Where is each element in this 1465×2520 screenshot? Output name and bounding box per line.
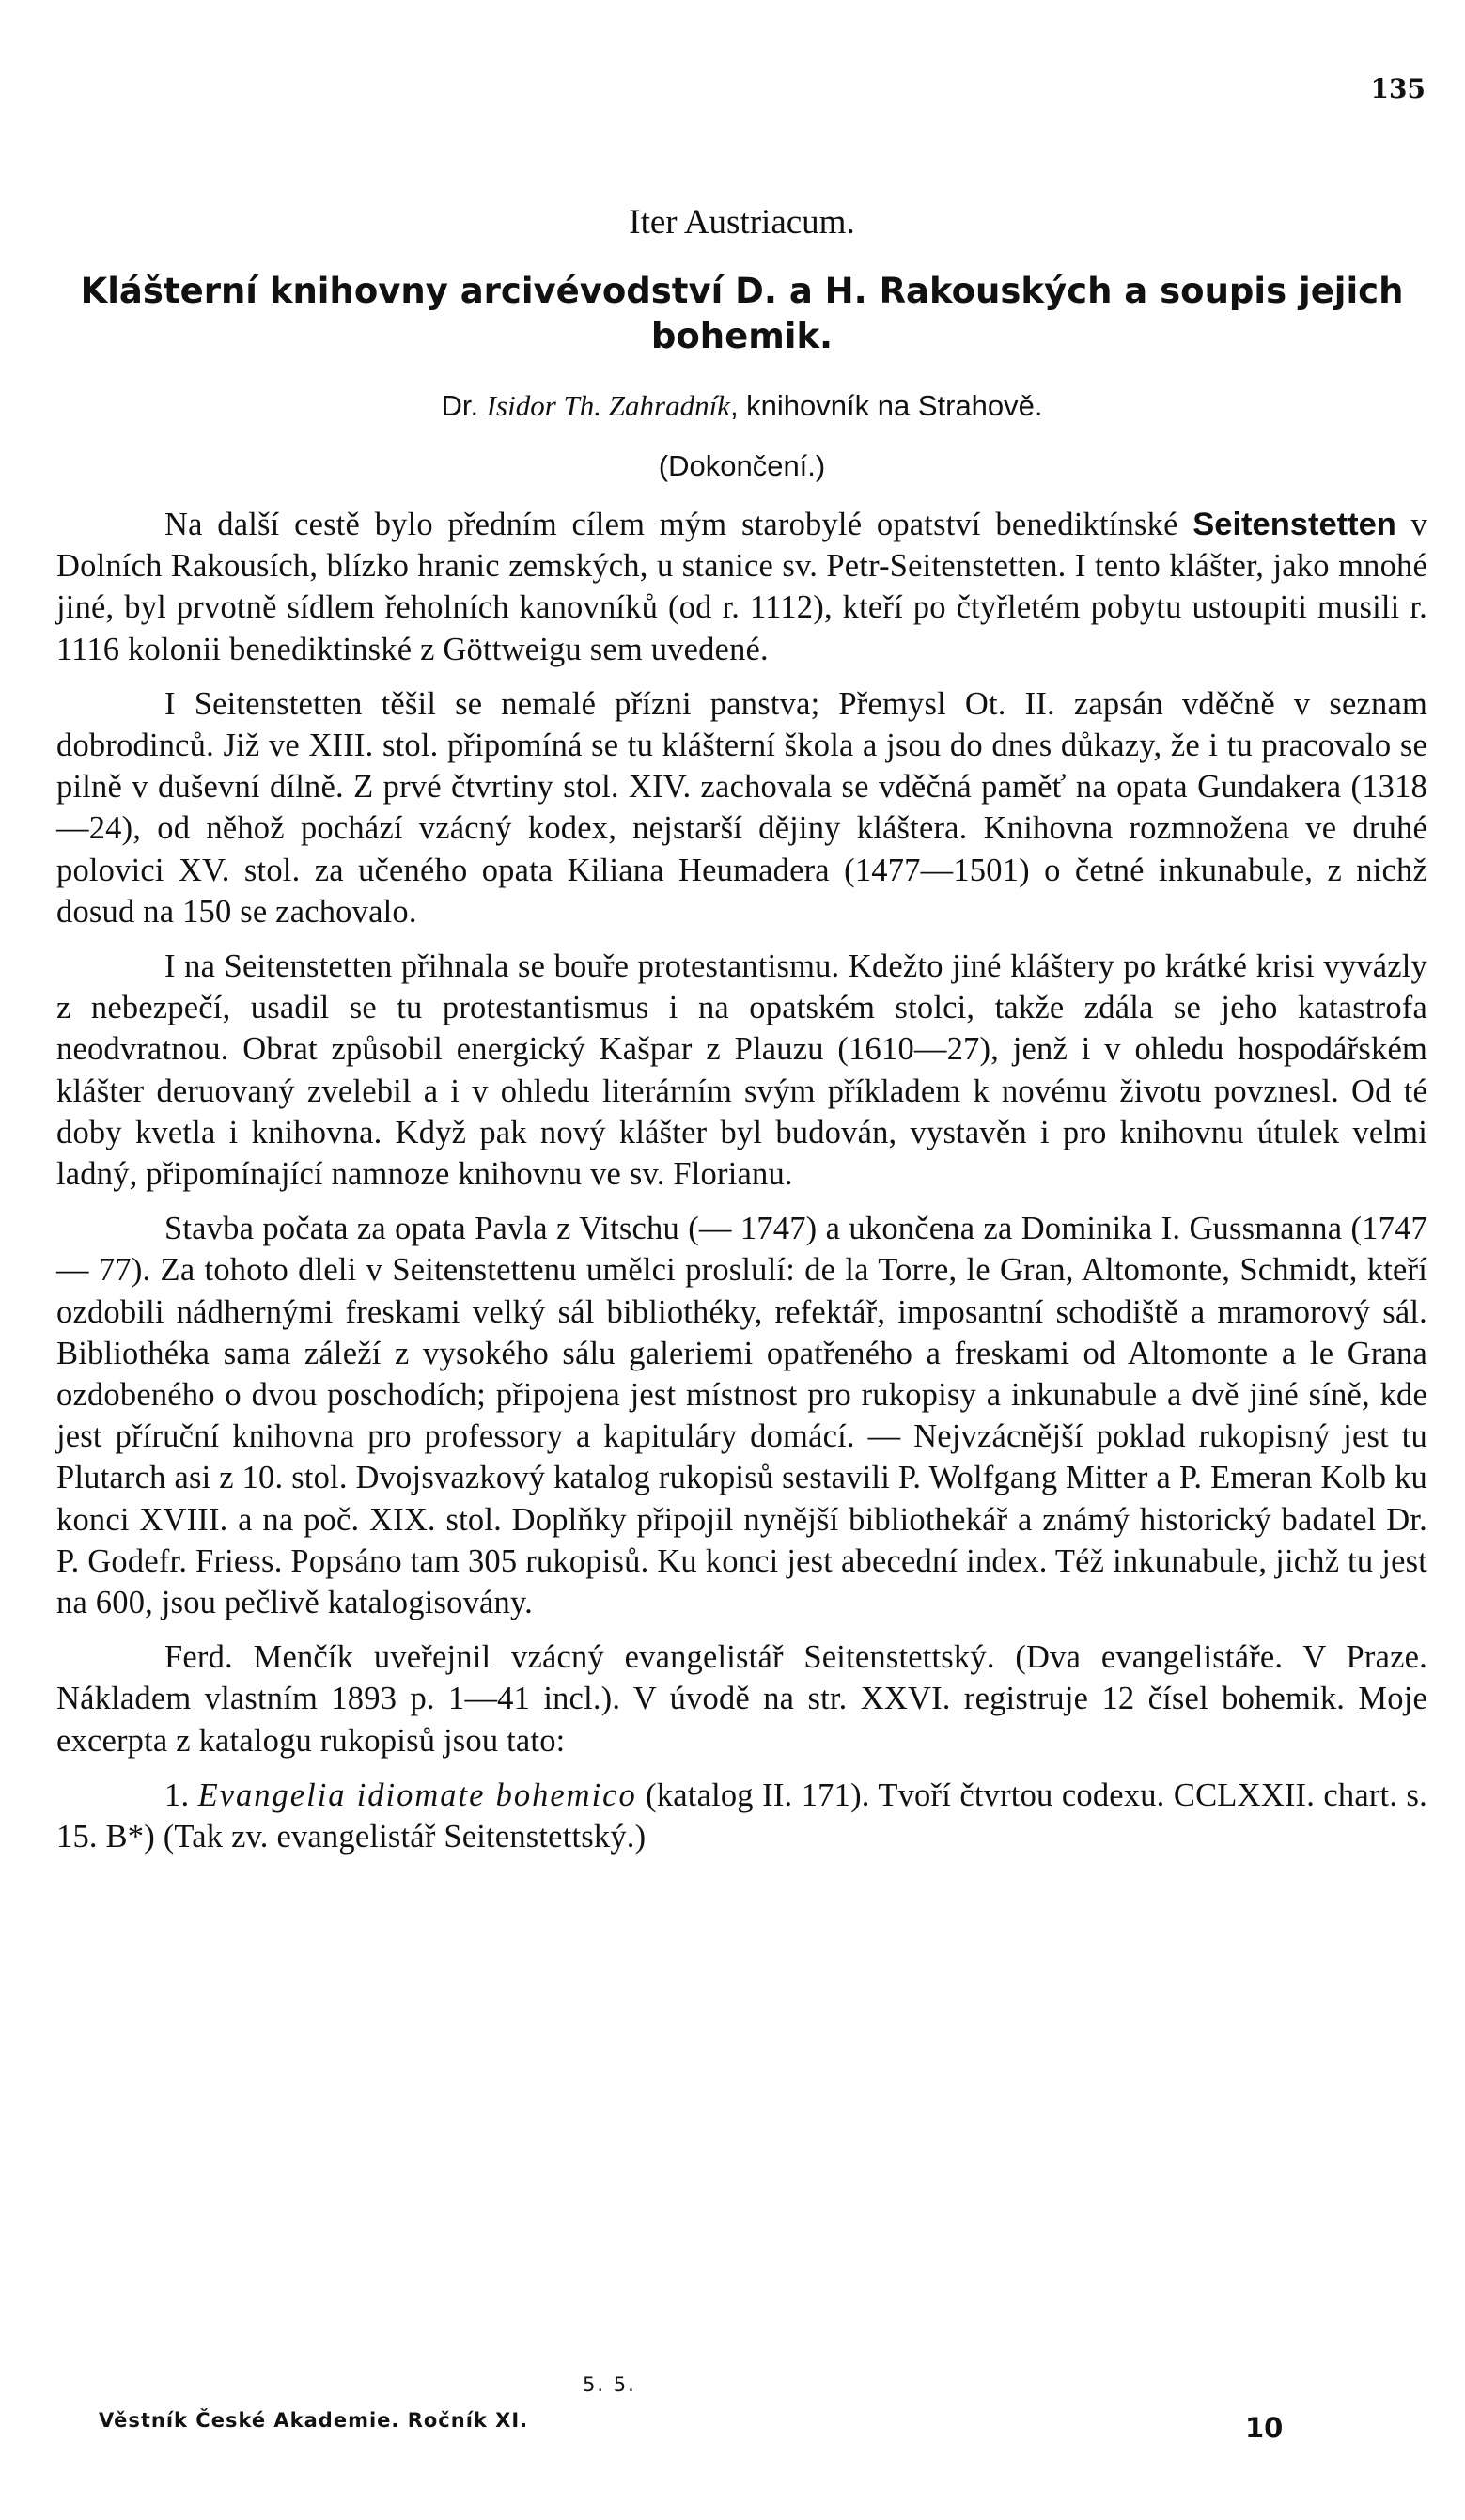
article-body bbox=[56, 202, 1427, 1857]
article-subtitle: Klášterní knihovny arcivévodství D. a H. Rakouských a soupis jejich bohemik. bbox=[80, 271, 1404, 356]
paragraph-3: I na Seitenstetten přihnala se bouře protestantismu. Kdežto jiné kláštery po krátké krisi vyvázly z nebezpečí, usadil se tu protestantismus i na opatském stolci, takže zdála se jeho katastrofa neodvratnou. Obrat způsobil energický Kašpar z Plauzu (1610—27), jenž i v ohledu hospodářském klášter deruovaný zvelebil a i v ohledu literárním svým příkladem k novému životu povznesl. Od té doby kvetla i knihovna. Když pak nový klášter byl budován, vystavěn i pro knihovnu útulek velmi ladný, připomínající namnoze knihovnu ve sv. Florianu. bbox=[56, 948, 1427, 1193]
signature-mark: 5. 5. bbox=[583, 2373, 636, 2396]
monastery-name: Seitenstetten bbox=[1192, 507, 1396, 542]
author-name: Isidor Th. Zahradník bbox=[486, 389, 730, 422]
continuation-note: (Dokončení.) bbox=[658, 449, 826, 482]
paragraph-1-lead: Na další cestě bylo předním cílem mým starobylé opatství benediktínské bbox=[164, 507, 1193, 542]
paragraph-4: Stavba počata za opata Pavla z Vitschu (— 1747) a ukončena za Dominika I. Gussmanna (1747 — 77). Za tohoto dleli v Seitenstettenu umělci proslulí: de la Torre, le Gran, Altomonte, Schmidt, kteří ozdobili nádhernými freskami velký sál bibliothéky, refektář, imposantní schodiště a mramorový sál. Bibliothéka sama záleží z vysokého sálu galeriemi opatřeného a freskami od Altomonte a le Grana ozdobeného o dvou poschodích; připojena jest místnost pro rukopisy a inkunabule a dvě jiné síně, kde jest příruční knihovna pro professory a kapituláry domácí. — Nejvzácnější poklad rukopisný jest tu Plutarch asi z 10. stol. Dvojsvazkový katalog rukopisů sestavili P. Wolfgang Mitter a P. Emeran Kolb ku konci XVIII. a na poč. XIX. stol. Doplňky připojil nynější bibliothekář a známý historický badatel Dr. P. Godefr. Friess. Popsáno tam 305 rukopisů. Ku konci jest abecední index. Též inkunabule, jichž tu jest na 600, jsou pečlivě katalogisovány. bbox=[56, 1211, 1427, 1621]
sheet-number: 10 bbox=[1245, 2412, 1284, 2444]
catalog-entry-description: (katalog II. 171). Tvoří čtvrtou codexu. CCLXXII. chart. s. 15. B*) (Tak zv. evangelistář Seitenstettský.) bbox=[56, 1777, 1427, 1855]
paragraph-1-rest: v Dolních Rakousích, blízko hranic zemských, u stanice sv. Petr-Seitenstetten. I tento klášter, jako mnohé jiné, byl prvotně sídlem řeholních kanovníků (od r. 1112), kteří po čtyřletém pobytu ustoupiti musili r. 1116 kolonii benediktinské z Göttweigu sem uvedené. bbox=[56, 507, 1427, 667]
journal-footer: Věstník České Akademie. Ročník XI. bbox=[99, 2409, 529, 2432]
paragraph-2: I Seitenstetten těšil se nemalé přízni panstva; Přemysl Ot. II. zapsán vděčně v seznam dobrodinců. Již ve XIII. stol. připomíná se tu klášterní škola a jsou do dnes důkazy, že i tu pracovalo se pilně v duševní dílně. Z prvé čtvrtiny stol. XIV. zachovala se vděčná paměť na opata Gundakera (1318—24), od něhož pochází vzácný kodex, nejstarší dějiny kláštera. Knihovna rozmnožena ve druhé polovici XV. stol. za učeného opata Kiliana Heumadera (1477—1501) o četné inkunabule, z nichž dosud na 150 se zachovalo. bbox=[56, 685, 1427, 930]
author-line bbox=[56, 389, 1427, 423]
page-number: 135 bbox=[1370, 73, 1426, 104]
article-title: Iter Austriacum. bbox=[629, 203, 855, 242]
author-role: , knihovník na Strahově. bbox=[729, 389, 1043, 422]
catalog-entry-number: 1. bbox=[164, 1777, 198, 1813]
catalog-entry-1 bbox=[56, 1775, 1427, 1857]
paragraph-1 bbox=[56, 504, 1427, 670]
paragraph-5: Ferd. Menčík uveřejnil vzácný evangelistář Seitenstettský. (Dva evangelistáře. V Praze. Nákladem vlastním 1893 p. 1—41 incl.). V úvodě na str. XXVI. registruje 12 čísel bohemik. Moje excerpta z katalogu rukopisů jsou tato: bbox=[56, 1639, 1427, 1759]
catalog-entry-title: Evangelia idiomate bohemico bbox=[197, 1777, 637, 1813]
author-prefix: Dr. bbox=[441, 389, 479, 422]
